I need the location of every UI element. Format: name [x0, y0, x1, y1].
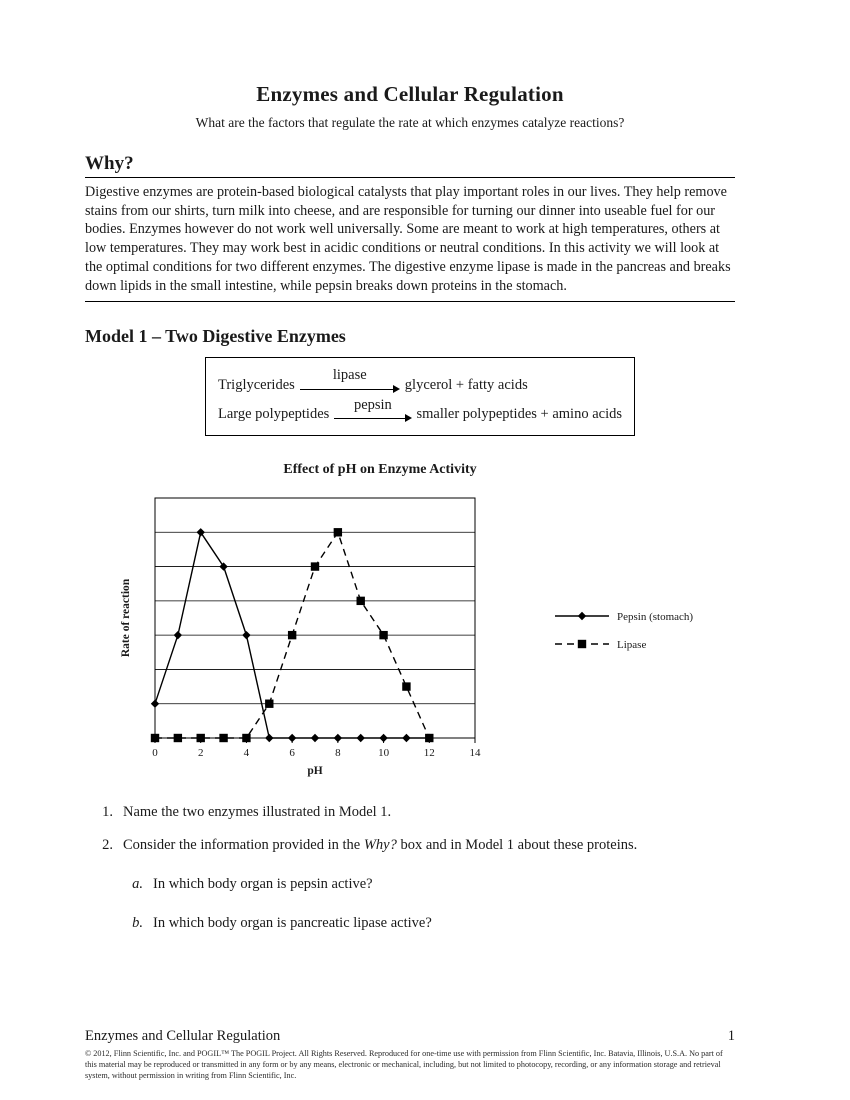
chart-marker-diamond: [578, 612, 586, 620]
subquestion-letter: a.: [132, 875, 143, 892]
why-bottom-divider: [85, 301, 735, 302]
chart-x-tick-label: 12: [423, 746, 435, 759]
chart-marker-diamond: [174, 631, 182, 639]
chart-marker-diamond: [197, 528, 205, 536]
question-number: 1.: [102, 803, 113, 820]
question-text: Name the two enzymes illustrated in Model 1.: [123, 803, 392, 820]
chart-x-tick-label: 10: [378, 746, 390, 759]
subquestion-item: [123, 915, 735, 932]
footer-title: Enzymes and Cellular Regulation: [85, 1028, 281, 1044]
reaction-row: [218, 368, 622, 393]
reaction-substrate: Triglycerides: [218, 376, 295, 393]
why-heading: Why?: [85, 153, 134, 174]
page-subtitle: What are the factors that regulate the rate at which enzymes catalyze reactions?: [195, 115, 625, 130]
chart-marker-square: [288, 631, 296, 639]
chart-marker-diamond: [379, 734, 387, 742]
why-top-divider: [85, 177, 735, 178]
chart-marker-diamond: [402, 734, 410, 742]
why-body-text: Digestive enzymes are protein-based biological catalysts that play important roles in our lives. They help remove stains from our shirts, turn milk into cheese, and are responsible for turning our dinner into useable fuel for our bodies. Enzymes however do not work well universally. Some are meant to work at high temperatures, others at low temperatures. They may work best in acidic conditions or neutral conditions. In this activity we will look at the optimal conditions for two different enzymes. The digestive enzyme lipase is made in the pancreas and breaks down lipids in the small intestine, while pepsin breaks down proteins in the stomach.: [85, 184, 731, 294]
reaction-products: smaller polypeptides + amino acids: [416, 405, 622, 422]
footer-page-number: 1: [727, 1028, 735, 1044]
chart-marker-square: [578, 640, 586, 648]
arrow-right-icon: [300, 384, 400, 394]
chart-marker-diamond: [242, 631, 250, 639]
model-heading: Model 1 – Two Digestive Enzymes: [85, 326, 346, 347]
reaction-arrow: [334, 398, 411, 423]
chart-marker-square: [311, 562, 319, 570]
chart-y-axis-label: Rate of reaction: [120, 578, 132, 658]
chart-legend-label-1: Lipase: [617, 638, 647, 651]
chart-title: Effect of pH on Enzyme Activity: [283, 461, 477, 477]
reaction-box: [205, 357, 635, 435]
reaction-enzyme-label: lipase: [332, 367, 367, 384]
questions-list: [85, 804, 735, 932]
chart-marker-square: [197, 734, 205, 742]
chart-marker-square: [402, 682, 410, 690]
chart-marker-square: [357, 597, 365, 605]
chart-marker-square: [334, 528, 342, 536]
chart-marker-square: [242, 734, 250, 742]
question-item: [85, 804, 735, 821]
subquestion-text: In which body organ is pancreatic lipase active?: [153, 914, 432, 931]
chart-x-tick-label: 14: [469, 746, 481, 759]
reaction-products: glycerol + fatty acids: [404, 376, 528, 393]
subquestion-letter: b.: [132, 914, 143, 931]
question-text-before: Consider the information provided in the: [123, 836, 364, 853]
question-text-italic: Why?: [363, 836, 397, 853]
chart-marker-diamond: [265, 734, 273, 742]
chart-marker-diamond: [151, 699, 159, 707]
question-text-after: box and in Model 1 about these proteins.: [396, 836, 638, 853]
chart-x-tick-label: 4: [243, 746, 250, 759]
reaction-arrow: [300, 368, 400, 393]
chart-x-axis-label: pH: [307, 764, 323, 777]
chart-marker-square: [379, 631, 387, 639]
chart-marker-diamond: [219, 562, 227, 570]
chart-legend-label-0: Pepsin (stomach): [617, 610, 694, 623]
question-number: 2.: [102, 836, 113, 853]
reaction-row: [218, 398, 622, 423]
chart-marker-square: [219, 734, 227, 742]
footer-title-row: [85, 1028, 735, 1045]
chart-marker-square: [174, 734, 182, 742]
chart-marker-square: [425, 734, 433, 742]
enzyme-activity-chart: [85, 488, 735, 788]
chart-marker-diamond: [334, 734, 342, 742]
chart-x-tick-label: 2: [197, 746, 204, 759]
question-item: [85, 837, 735, 854]
chart-x-tick-label: 0: [152, 746, 158, 759]
chart-x-tick-label: 6: [289, 746, 295, 759]
question-text: [123, 837, 735, 854]
chart-marker-diamond: [357, 734, 365, 742]
chart-marker-diamond: [311, 734, 319, 742]
subquestion-item: [123, 876, 735, 893]
chart-canvas: [85, 488, 735, 788]
footer-copyright: © 2012, Flinn Scientific, Inc. and POGIL™ The POGIL Project. All Rights Reserved. Reproduced for one-time use with permission from Flinn Scientific, Inc. Batavia, Illinois, U.S.A. No part of this material may be reproduced or transmitted in any form or by any means, electronic or mechanical, including, but not limited to photocopy, recording, or any information storage and retrieval system, without permission in writing from Flinn Scientific, Inc.: [85, 1049, 723, 1081]
page-footer: [85, 1028, 735, 1081]
arrow-right-icon: [334, 413, 411, 423]
chart-marker-square: [265, 699, 273, 707]
chart-marker-diamond: [288, 734, 296, 742]
reaction-enzyme-label: pepsin: [353, 396, 392, 413]
page-title: Enzymes and Cellular Regulation: [256, 82, 564, 106]
document-content: [85, 0, 735, 932]
subquestion-text: In which body organ is pepsin active?: [153, 875, 373, 892]
reaction-substrate: Large polypeptides: [218, 405, 330, 422]
chart-marker-square: [151, 734, 159, 742]
chart-x-tick-label: 8: [335, 746, 341, 759]
